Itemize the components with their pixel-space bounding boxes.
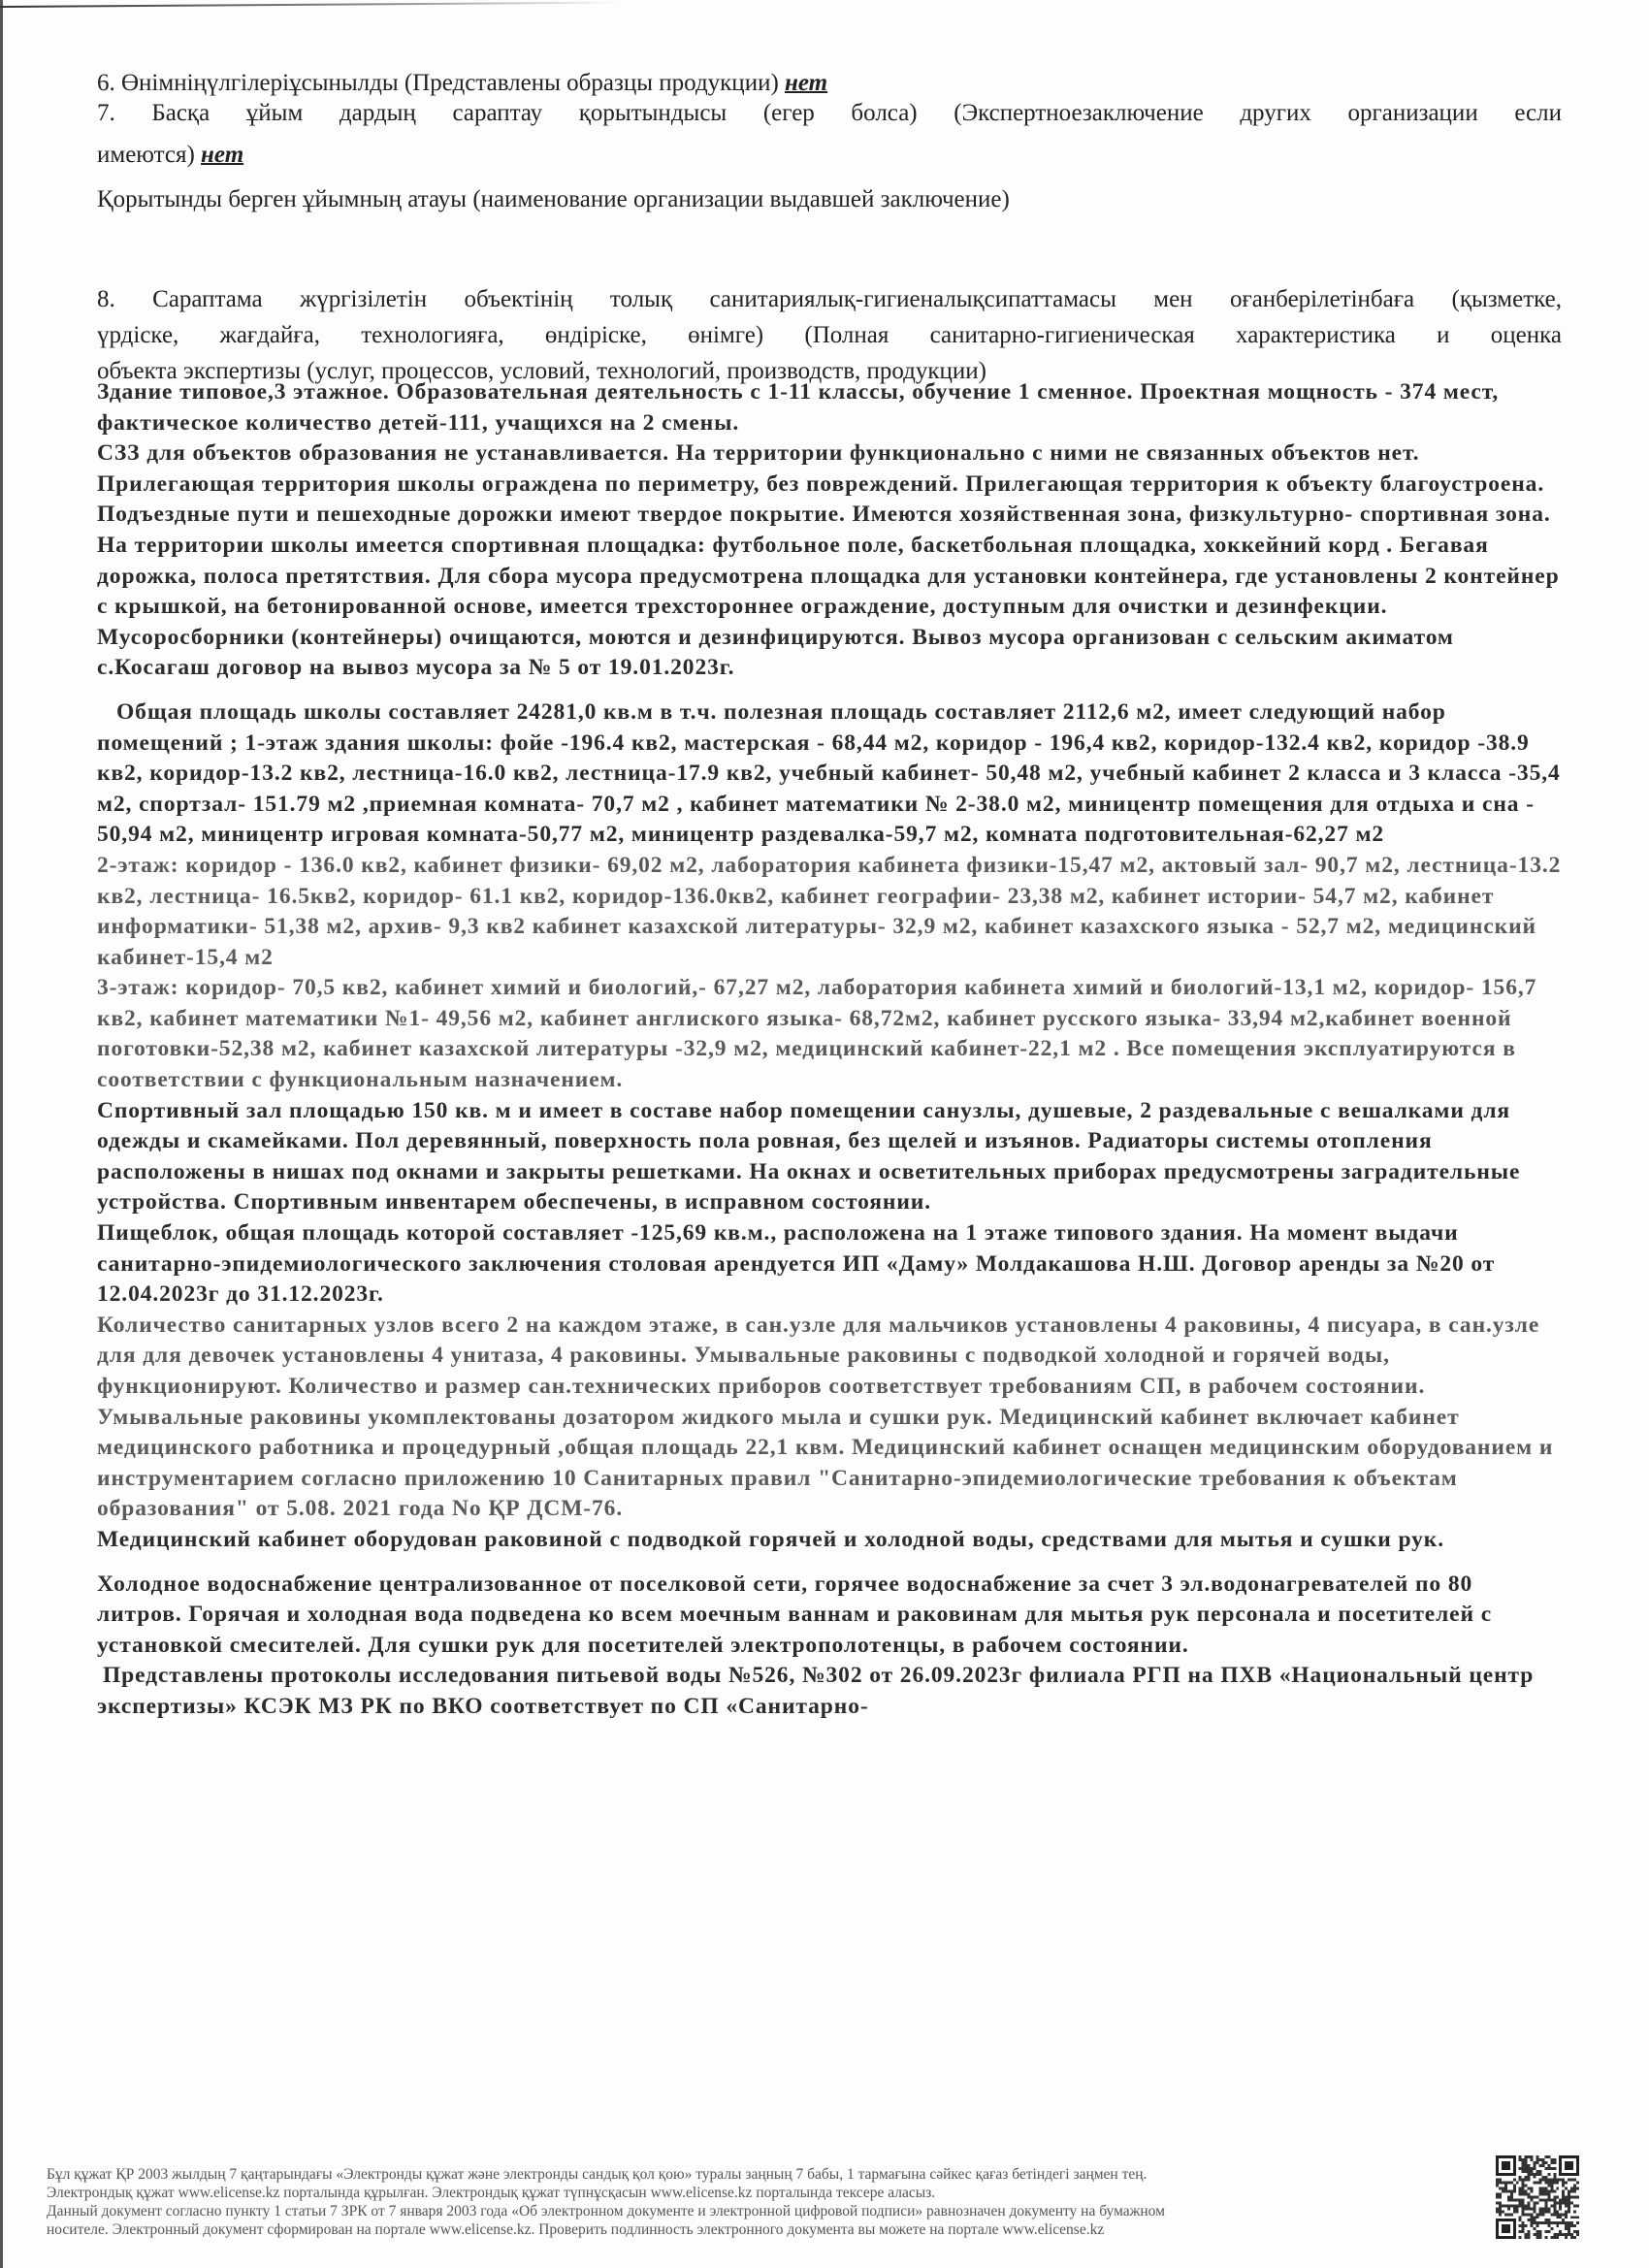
paragraph-canteen: Пищеблок, общая площадь которой составляет -125,69 кв.м., расположена на 1 этаже типового здания. На момент выдачи санитарно-эпидемиологического заключения столовая арендуется ИП «Даму» Молдакашова Н.Ш. Договор аренды за №20 от 12.04.2023г до 31.12.2023г. xyxy=(97,1220,1496,1308)
item-6-product-samples xyxy=(97,68,1562,98)
org-name-label: Қорытынды берген ұйымның атауы (наименование организации выдавшей заключение) xyxy=(97,186,1010,212)
item-7-answer: нет xyxy=(201,142,244,168)
paragraph-medical: Медицинский кабинет оборудован раковиной с подводкой горячей и холодной воды, средствами для мытья и сушки рук. xyxy=(97,1526,1444,1552)
characteristics-body xyxy=(97,377,1562,1723)
footer-line-2: Электрондық құжат www.elicense.kz порталында құрылған. Электрондық құжат түпнұсқасын www.elicense.kz порталында тексере аласыз. xyxy=(47,2185,936,2201)
paragraph-protocols: Представлены протоколы исследования питьевой воды №526, №302 от 26.09.2023г филиала РГП на ПХВ «Национальный центр экспертизы» КСЭК МЗ РК по ВКО соответствует по СП «Санитарно- xyxy=(97,1663,1535,1719)
item-8-line-1: 8. Сараптама жүргізілетін объектінің толық санитариялық-гигиеналықсипаттамасы мен оғанберілетінбаға (қызметке, xyxy=(97,286,1562,312)
item-6-text: 6. Өнімніңүлгілеріұсынылды (Представлены образцы продукции) xyxy=(97,70,786,96)
paragraph-gym: Спортивный зал площадью 150 кв. м и имеет в составе набор помещении санузлы, душевые, 2 раздевальные с вешалками для одежды и скамейками. Пол деревянный, поверхность пола ровная, без щелей и изъянов. Радиаторы системы отопления расположены в нишах под окнами и закрыты решетками. На окнах и осветительных приборах предусмотрены заградительные устройства. Спортивным инвентарем обеспечены, в исправном состоянии. xyxy=(97,1097,1521,1215)
paragraph-water: Холодное водоснабжение централизованное от поселковой сети, горячее водоснабжение за счет 3 эл.водонагревателей по 80 литров. Горячая и холодная вода подведена ко всем моечным ваннам и раковинам для мытья рук персонала и посетителей с установкой смесителей. Для сушки рук для посетителей электрополотенцы, в рабочем состоянии. xyxy=(97,1571,1493,1658)
item-8-characteristics xyxy=(97,281,1562,389)
issuing-organization-label xyxy=(97,184,1562,214)
footer-line-4: носителе. Электронный документ сформирован на портале www.elicense.kz. Проверить подлинность электронного документа вы можете на портале www.elicense.kz xyxy=(47,2221,1105,2238)
paragraph-building: Здание типовое,3 этажное. Образовательная деятельность с 1-11 классы, обучение 1 сменное. Проектная мощность - 374 мест, фактическое количество детей-111, учащихся на 2 смены. xyxy=(97,379,1500,436)
paragraph-area: Общая площадь школы составляет 24281,0 кв.м в т.ч. полезная площадь составляет 2112,6 м2, имеет следующий набор помещений ; 1-этаж здания школы: фойе -196.4 кв2, мастерская - 68,44 м2, коридор - 196,4 кв2, коридор-132.4 кв2, коридор -38.9 кв2, коридор-13.2 кв2, лестница-16.0 кв2, лестница-17.9 кв2, учебный кабинет- 50,48 м2, учебный кабинет 2 класса и 3 класса -35,4 м2, спортзал- 151.79 м2 ,приемная комната- 70,7 м2 , кабинет математики № 2-38.0 м2, миницентр помещения для отдыха и сна - 50,94 м2, миницентр игровая комната-50,77 м2, миницентр раздевалка-59,7 м2, комната подготовительная-62,27 м2 xyxy=(97,698,1561,848)
footer-line-1: Бұл құжат ҚР 2003 жылдың 7 қаңтарындағы «Электронды құжат және электронды сандық қол қою» туралы заңның 7 бабы, 1 тармағына сәйкес қағаз бетіндегі заңмен тең. xyxy=(47,2166,1148,2183)
paragraph-floor-3: 3-этаж: коридор- 70,5 кв2, кабинет химий и биологий,- 67,27 м2, лаборатория кабинета химий и биологий-13,1 м2, коридор- 156,7 кв2, кабинет математики №1- 49,56 м2, кабинет англиского языка- 68,72м2, кабинет русского языка- 33,94 м2,кабинет военной поготовки-52,38 м2, кабинет казахской литературы -32,9 м2, медицинский кабинет-22,1 м2 . Все помещения эксплуатируются в соответствии с функциональным назначением. xyxy=(97,975,1537,1093)
item-6-answer: нет xyxy=(785,70,828,96)
qr-code-icon xyxy=(1496,2155,1579,2239)
item-8-line-3: объекта экспертизы (услуг, процессов, условий, технологий, производств, продукции) xyxy=(97,358,986,384)
e-document-footer xyxy=(47,2165,1405,2239)
scan-edge xyxy=(0,0,3,2268)
paragraph-floor-2: 2-этаж: коридор - 136.0 кв2, кабинет физики- 69,02 м2, лаборатория кабинета физики-15,47 м2, актовый зал- 90,7 м2, лестница-13.2 кв2, лестница- 16.5кв2, коридор- 61.1 кв2, коридор-136.0кв2, кабинет географии- 23,38 м2, кабинет истории- 54,7 м2, кабинет информатики- 51,38 м2, архив- 9,3 кв2 кабинет казахской литературы- 32,9 м2, кабинет казахского языка - 52,7 м2, медицинский кабинет-15,4 м2 xyxy=(97,852,1562,970)
item-7-line-1: 7. Басқа ұйым дардың сараптау қорытындысы (егер болса) (Экспертноезаключение других организации если xyxy=(97,100,1562,126)
paragraph-territory: СЗЗ для объектов образования не устанавливается. На территории функционально с ними не связанных объектов нет. Прилегающая территория школы ограждена по периметру, без повреждений. Прилегающая территория к объекту благоустроена. Подъездные пути и пешеходные дорожки имеют твердое покрытие. Имеются хозяйственная зона, физкультурно- спортивная зона. На территории школы имеется спортивная площадка: футбольное поле, баскетбольная площадка, хоккейний корд . Бегавая дорожка, полоса претятствия. Для сбора мусора предусмотрена площадка для установки контейнера, где установлены 2 контейнер с крышкой, на бетонированной основе, имеется трехстороннее ограждение, доступным для очистки и дезинфекции. Мусоросборники (контейнеры) очищаются, моются и дезинфицируются. Вывоз мусора организован с сельским акиматом с.Косагаш договор на вывоз мусора за № 5 от 19.01.2023г. xyxy=(97,440,1560,681)
item-8-line-2: үрдіске, жағдайға, технологияға, өндіріске, өнімге) (Полная санитарно-гигиеническая характеристика и оценка xyxy=(97,322,1562,348)
item-7-line-2: имеются) xyxy=(97,142,202,168)
scan-top-mark xyxy=(0,2,621,8)
footer-line-3: Данный документ согласно пункту 1 статьи 7 ЗРК от 7 января 2003 года «Об электронном документе и электронной цифровой подписи» равнозначен документу на бумажном xyxy=(47,2203,1165,2219)
paragraph-sanitary: Количество санитарных узлов всего 2 на каждом этаже, в сан.узле для мальчиков установлены 4 раковины, 4 писуара, в сан.узле для для девочек установлены 4 унитаза, 4 раковины. Умывальные раковины с подводкой холодной и горячей воды, функционируют. Количество и размер сан.технических приборов соответствует требованиям СП, в рабочем состоянии. Умывальные раковины укомплектованы дозатором жидкого мыла и сушки рук. Медицинский кабинет включает кабинет медицинского работника и процедурный ,общая площадь 22,1 квм. Медицинский кабинет оснащен медицинским оборудованием и инструментарием согласно приложению 10 Санитарных правил "Санитарно-эпидемиологические требования к объектам образования" от 5.08. 2021 года No ҚР ДСМ-76. xyxy=(97,1312,1554,1522)
item-7-expert-opinion xyxy=(97,98,1562,170)
